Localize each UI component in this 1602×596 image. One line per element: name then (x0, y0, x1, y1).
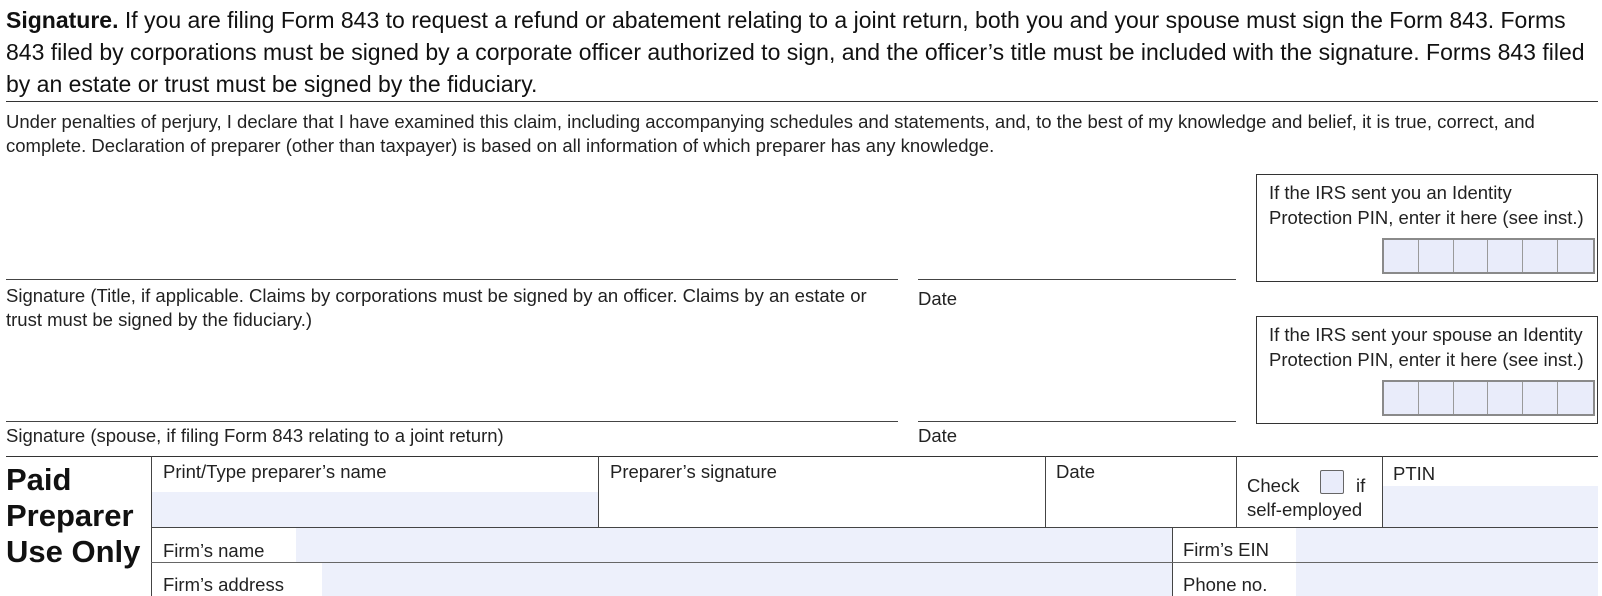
signature-heading: Signature. (6, 7, 119, 33)
taxpayer-ip-pin-input[interactable] (1382, 238, 1595, 274)
pin-digit-cell[interactable] (1419, 240, 1454, 272)
spouse-ip-pin-text: If the IRS sent your spouse an Identity Protection PIN, enter it here (see inst.) (1269, 324, 1584, 370)
preparer-name-input[interactable] (152, 492, 598, 527)
pin-digit-cell[interactable] (1488, 240, 1523, 272)
preparer-name-label: Print/Type preparer’s name (163, 461, 387, 482)
taxpayer-ip-pin-text: If the IRS sent you an Identity Protection PIN, enter it here (see inst.) (1269, 182, 1584, 228)
divider-top (6, 101, 1598, 102)
perjury-statement: Under penalties of perjury, I declare that I have examined this claim, including accompanying schedules and statements, and, to the best of my knowledge and belief, it is true, correct, and complete. Declaration of preparer (other than taxpayer) is based on all information of which preparer has any knowledge. (6, 111, 1535, 156)
self-employed-label: self-employed (1247, 499, 1363, 520)
firm-ein-label: Firm’s EIN (1183, 539, 1269, 560)
taxpayer-date-label: Date (918, 288, 958, 309)
taxpayer-ip-pin-box (1256, 174, 1598, 282)
pin-digit-cell[interactable] (1523, 382, 1558, 414)
pin-digit-cell[interactable] (1384, 382, 1419, 414)
phone-label: Phone no. (1183, 574, 1268, 595)
pin-digit-cell[interactable] (1419, 382, 1454, 414)
paid-preparer-title-line1: Paid (6, 462, 72, 497)
paid-preparer-title (6, 462, 140, 570)
taxpayer-signature-line[interactable] (6, 279, 898, 280)
spouse-date-label: Date (918, 425, 958, 446)
pin-digit-cell[interactable] (1558, 240, 1593, 272)
check-label: Check (1247, 475, 1300, 496)
firm-ein-input[interactable] (1296, 528, 1598, 562)
pin-digit-cell[interactable] (1523, 240, 1558, 272)
signature-instructions (6, 4, 1596, 100)
signature-instructions-text: If you are filing Form 843 to request a refund or abatement relating to a joint return, both you and your spouse must sign the Form 843. Forms 843 filed by corporations must be signed by a corporate officer authorized to sign, and the officer’s title must be included with the signature. Forms 843 filed by an estate or trust must be signed by the fiduciary. (6, 7, 1585, 97)
phone-input[interactable] (1296, 563, 1598, 596)
self-employed-checkbox[interactable] (1320, 470, 1344, 494)
taxpayer-date-line[interactable] (918, 279, 1236, 280)
ptin-input[interactable] (1383, 486, 1598, 527)
taxpayer-signature-label: Signature (Title, if applicable. Claims by corporations must be signed by an officer. Claims by an estate or trust must be signed by the fiduciary.) (6, 285, 867, 330)
pin-digit-cell[interactable] (1384, 240, 1419, 272)
preparer-date-label: Date (1056, 461, 1096, 482)
preparer-section-top-border (6, 456, 1598, 457)
spouse-ip-pin-input[interactable] (1382, 380, 1595, 416)
spouse-date-line[interactable] (918, 421, 1236, 422)
pin-digit-cell[interactable] (1454, 240, 1489, 272)
firm-name-label: Firm’s name (163, 540, 265, 561)
spouse-signature-label: Signature (spouse, if filing Form 843 relating to a joint return) (6, 425, 504, 446)
divider (1236, 456, 1237, 528)
preparer-signature-field[interactable] (599, 480, 1045, 527)
ptin-label: PTIN (1393, 463, 1436, 484)
pin-digit-cell[interactable] (1558, 382, 1593, 414)
preparer-date-field[interactable] (1046, 480, 1236, 527)
spouse-signature-line[interactable] (6, 421, 898, 422)
firm-address-label: Firm’s address (163, 574, 284, 595)
paid-preparer-title-line2: Preparer (6, 498, 134, 533)
spouse-ip-pin-box (1256, 316, 1598, 424)
paid-preparer-title-line3: Use Only (6, 534, 141, 569)
pin-digit-cell[interactable] (1488, 382, 1523, 414)
preparer-signature-label: Preparer’s signature (610, 461, 777, 482)
pin-digit-cell[interactable] (1454, 382, 1489, 414)
check-if-label: if (1356, 475, 1366, 496)
firm-address-input[interactable] (322, 563, 1172, 596)
firm-name-input[interactable] (296, 528, 1172, 562)
